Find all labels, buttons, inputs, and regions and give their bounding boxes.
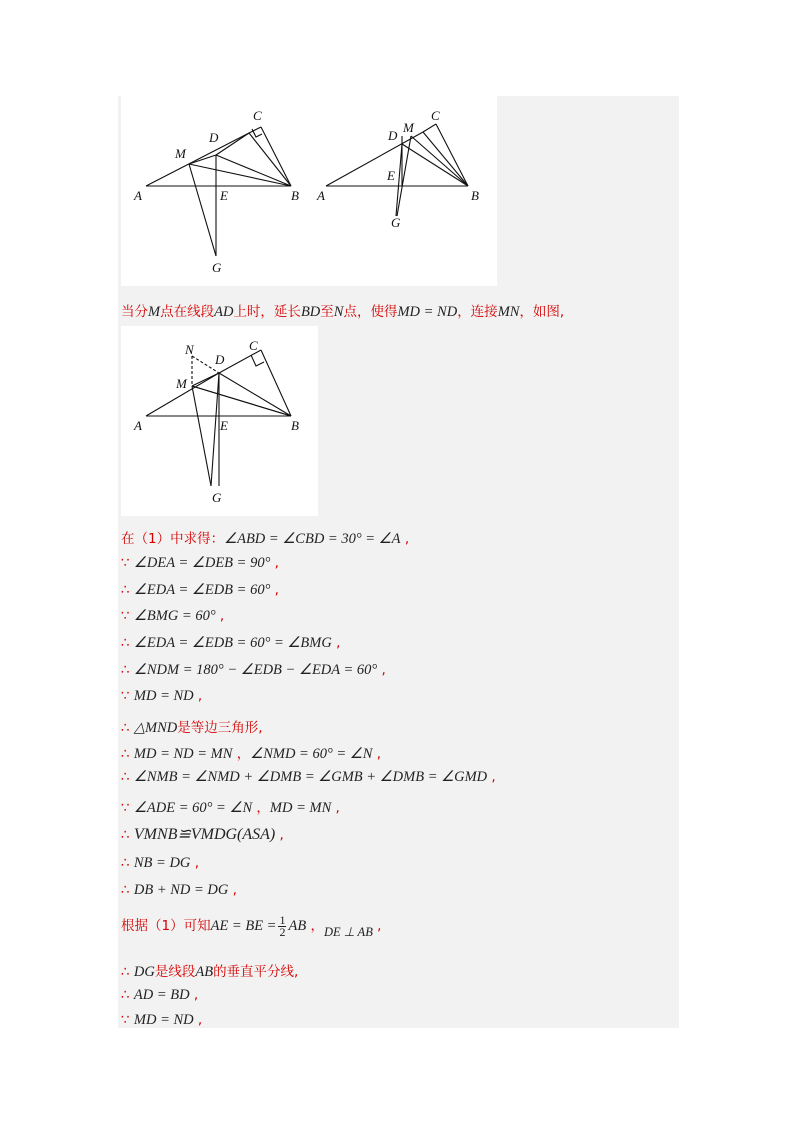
- text: ,: [189, 987, 199, 1003]
- math: MN: [497, 304, 520, 320]
- label-b: B: [471, 188, 479, 203]
- text: ,: [372, 918, 382, 934]
- proof-line-2: [121, 555, 279, 572]
- text: ,: [377, 662, 386, 678]
- proof-line-11: [121, 796, 340, 817]
- text: ∵: [121, 555, 134, 571]
- text: ∴: [121, 827, 134, 843]
- math: ∠NMB = ∠NMD + ∠DMB = ∠GMB + ∠DMB = ∠GMD: [133, 769, 488, 785]
- math: AB: [288, 918, 307, 934]
- diagram-2: [146, 350, 291, 486]
- math: NB = DG: [133, 855, 191, 871]
- text: ∴: [121, 964, 134, 980]
- math: MD = MN: [269, 800, 332, 816]
- math: M: [148, 304, 161, 320]
- math: BD: [300, 304, 321, 320]
- label-c: C: [431, 108, 440, 123]
- label-n: N: [185, 342, 194, 357]
- text: ∴: [121, 746, 134, 762]
- math: AD = BD: [133, 987, 190, 1003]
- math: N: [333, 304, 344, 320]
- label-a: A: [317, 188, 325, 203]
- text: ∴: [121, 882, 134, 898]
- proof-line-5: [121, 635, 340, 652]
- label-g: G: [212, 490, 222, 505]
- text: ∴: [121, 987, 134, 1003]
- label-g: G: [212, 260, 222, 275]
- proof-line-17: [121, 987, 198, 1004]
- text: ∵: [121, 608, 134, 624]
- text: ,: [331, 800, 340, 816]
- proof-line-3: [121, 582, 279, 599]
- label-m: M: [175, 146, 186, 161]
- label-d: D: [388, 128, 398, 143]
- math: AB: [195, 964, 214, 980]
- proof-line-9: [121, 742, 381, 763]
- math: ∠NDM = 180° − ∠EDB − ∠EDA = 60°: [133, 662, 378, 678]
- label-e: E: [220, 418, 228, 433]
- proof-line-6: [121, 662, 386, 679]
- text: ∵: [121, 688, 134, 704]
- text: ,: [400, 531, 410, 547]
- proof-line-10: [121, 769, 496, 786]
- text: ∴: [121, 582, 134, 598]
- label-m: M: [403, 120, 414, 135]
- label-e: E: [387, 168, 395, 183]
- text: ，如图,: [519, 304, 565, 320]
- text: 至: [320, 304, 334, 320]
- math: DG: [133, 964, 155, 980]
- label-a: A: [134, 418, 142, 433]
- math: MD = ND: [133, 1012, 194, 1028]
- fraction-denominator: 2: [279, 924, 286, 939]
- label-c: C: [249, 338, 258, 353]
- label-c: C: [253, 108, 262, 123]
- text: ，: [232, 746, 251, 762]
- math: AE = BE =: [210, 918, 277, 934]
- proof-line-7: [121, 688, 202, 705]
- math: ∠NMD = 60° = ∠N: [250, 746, 373, 762]
- text: 上时，延长: [233, 304, 301, 320]
- label-a: A: [134, 188, 142, 203]
- figure-2-svg: [121, 326, 318, 516]
- figure-2: [121, 326, 318, 516]
- label-m: M: [176, 376, 187, 391]
- text: 是等边三角形,: [177, 720, 263, 736]
- text: ,: [193, 1012, 203, 1028]
- proof-line-18: [121, 1012, 202, 1029]
- text: 的垂直平分线,: [213, 964, 299, 980]
- text: ，: [306, 918, 324, 934]
- proof-line-12: [121, 824, 284, 844]
- math: AD: [214, 304, 234, 320]
- text: ,: [193, 688, 203, 704]
- math: MD = ND: [397, 304, 458, 320]
- proof-line-15: [121, 914, 381, 938]
- text: ,: [215, 608, 225, 624]
- math: △MND: [133, 720, 178, 736]
- proof-line-13: [121, 855, 199, 872]
- proof-line-4: [121, 608, 224, 625]
- label-d: D: [209, 130, 219, 145]
- text: ∵: [121, 1012, 134, 1028]
- math: ∠ABD = ∠CBD = 30° = ∠A: [224, 531, 401, 547]
- text: ∵: [121, 800, 134, 816]
- proof-line-16: [121, 960, 298, 981]
- text: ∴: [121, 855, 134, 871]
- label-e: E: [220, 188, 228, 203]
- text: 在（1）中求得：: [121, 531, 225, 547]
- text: ,: [372, 746, 382, 762]
- math: ∠DEA = ∠DEB = 90°: [133, 555, 271, 571]
- proof-line-8: [121, 716, 263, 737]
- text: 点，使得: [343, 304, 398, 320]
- label-d: D: [215, 352, 225, 367]
- math: VMNB≌VMDG(ASA): [133, 826, 276, 843]
- text: ,: [228, 882, 237, 898]
- text: ∴: [121, 662, 134, 678]
- math: DE ⊥ AB: [323, 925, 373, 939]
- text: ,: [270, 582, 279, 598]
- text: ,: [487, 769, 496, 785]
- text: ,: [270, 555, 279, 571]
- figure-1-svg: [121, 96, 497, 286]
- text: ,: [331, 635, 341, 651]
- fraction-one-half: [278, 912, 286, 939]
- text: 当分: [121, 304, 148, 320]
- text: 点在线段: [160, 304, 215, 320]
- math: ∠BMG = 60°: [133, 608, 216, 624]
- text: ∴: [121, 635, 134, 651]
- math: DB + ND = DG: [133, 882, 229, 898]
- proof-line-1: [121, 527, 409, 548]
- text: ∴: [121, 720, 134, 736]
- label-g: G: [391, 215, 401, 230]
- text: ,: [190, 855, 199, 871]
- text: ∴: [121, 769, 134, 785]
- label-b: B: [291, 188, 299, 203]
- math: MD = ND = MN: [133, 746, 233, 762]
- text: 根据（1）可知: [121, 918, 211, 934]
- figure-1: [121, 96, 497, 286]
- text: 是线段: [154, 964, 196, 980]
- text: ,: [275, 827, 284, 843]
- diagram-left: [146, 127, 291, 256]
- label-b: B: [291, 418, 299, 433]
- math: ∠EDA = ∠EDB = 60° = ∠BMG: [133, 635, 332, 651]
- text: ，: [252, 800, 270, 816]
- intro-text: [121, 300, 564, 321]
- math: MD = ND: [133, 688, 194, 704]
- text: ，连接: [457, 304, 498, 320]
- proof-line-14: [121, 882, 237, 899]
- math: ∠EDA = ∠EDB = 60°: [133, 582, 271, 598]
- fraction-numerator: 1: [279, 912, 286, 927]
- math: ∠ADE = 60° = ∠N: [133, 800, 253, 816]
